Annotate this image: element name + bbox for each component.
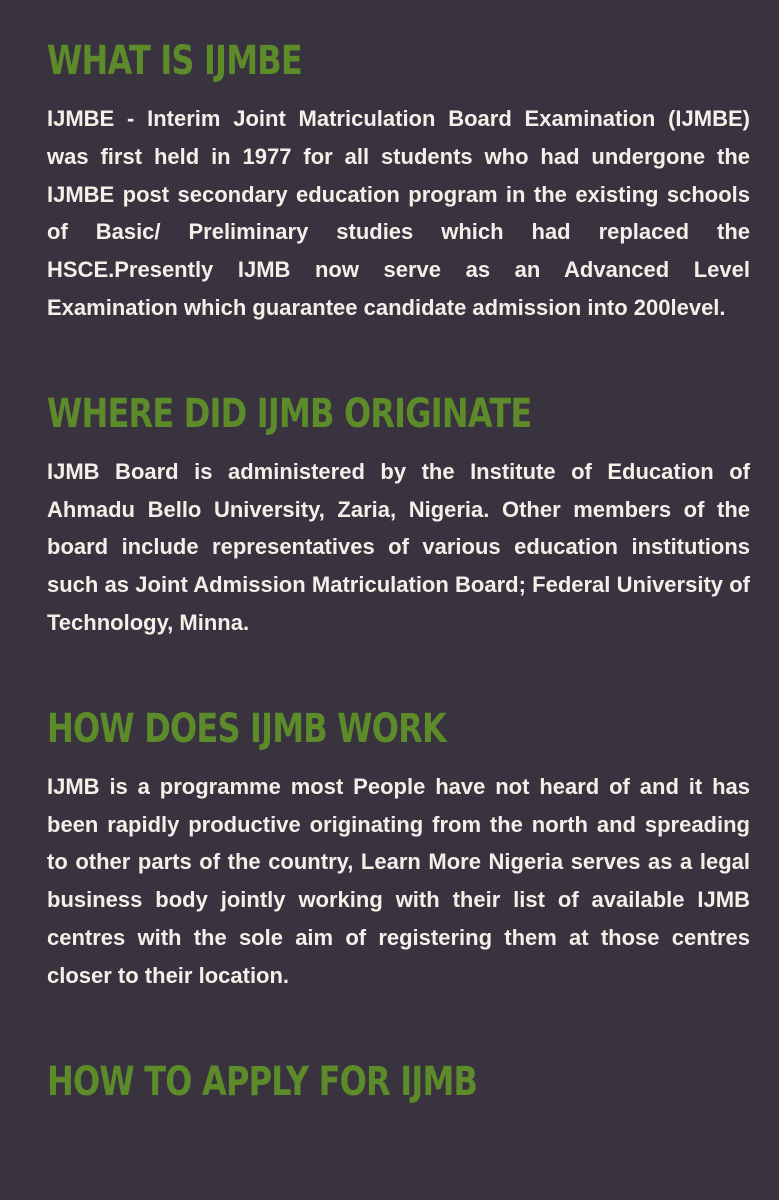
section-paragraph: IJMB Board is administered by the Institute of Education of Ahmadu Bello University, Zaria, Nigeria. Other members of the board include representatives of various education institutions such as Joint Admission Matriculation Board; Federal University of Technology, Minna. (47, 458, 750, 635)
section-heading: HOW TO APPLY FOR IJMB (47, 1058, 478, 1105)
section-how-does-ijmb-work (47, 700, 750, 995)
section-paragraph: IJMBE - Interim Joint Matriculation Board Examination (IJMBE) was first held in 1977 for all students who had undergone the IJMBE post secondary education program in the existing schools of Basic/ Preliminary studies which had replaced the HSCE.Presently IJMB now serve as an Advanced Level Examination which guarantee candidate admission into 200level. (47, 106, 750, 320)
section-heading: WHERE DID IJMB ORIGINATE (47, 390, 532, 437)
section-where-did-ijmb-originate (47, 385, 750, 642)
section-heading: WHAT IS IJMBE (47, 38, 302, 84)
section-how-to-apply-for-ijmb (47, 1053, 750, 1111)
section-what-is-ijmbe (47, 32, 750, 327)
section-paragraph: IJMB is a programme most People have not heard of and it has been rapidly productive originating from the north and spreading to other parts of the country, Learn More Nigeria serves as a legal business body jointly working with their list of available IJMB centres with the sole aim of registering them at those centres closer to their location. (47, 773, 750, 988)
section-heading: HOW DOES IJMB WORK (47, 705, 446, 752)
